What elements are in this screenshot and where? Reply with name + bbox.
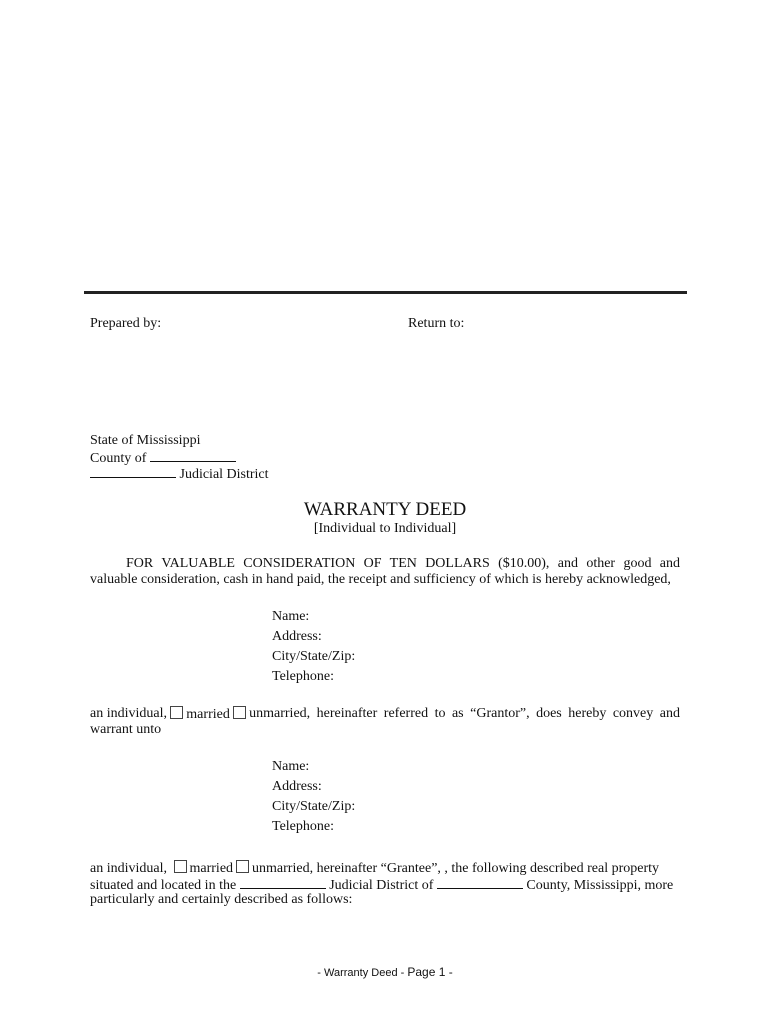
grantor-city-label: City/State/Zip: [272,649,356,664]
district-label: Judicial District [179,467,269,482]
grantee-name-label: Name: [272,759,310,774]
grantee-married-checkbox[interactable] [174,860,187,873]
grantor-status-line [90,706,680,723]
prepared-by-label: Prepared by: [90,316,162,331]
grantee-address-label: Address: [272,779,322,794]
judicial-district-blank[interactable] [240,876,326,889]
grantee-status-text: unmarried, hereinafter “Grantee”, , the following described real property [252,861,660,876]
grantee-individual-label: an individual, [90,861,167,876]
district-line [90,465,269,483]
county-label: County of [90,451,147,466]
grantor-address-label: Address: [272,629,322,644]
consideration-line-2: valuable consideration, cash in hand paid, the receipt and sufficiency of which is hereby acknowledged, [90,572,671,587]
grantee-telephone-label: Telephone: [272,819,334,834]
grantee-status-line-3: particularly and certainly described as follows: [90,892,353,907]
grantor-unmarried-checkbox[interactable] [233,706,246,719]
page-footer [0,964,770,981]
document-subtitle: [Individual to Individual] [313,521,457,536]
grantee-status-line [90,860,659,877]
footer-page-number: Page 1 - [407,965,453,979]
county-name-blank[interactable] [437,876,523,889]
grantor-name-label: Name: [272,609,310,624]
grantor-married-checkbox[interactable] [170,706,183,719]
location-text-3: County, Mississippi, more [526,878,674,893]
grantee-unmarried-checkbox[interactable] [236,860,249,873]
grantor-individual-label: an individual, [90,706,167,721]
district-blank[interactable] [90,465,176,478]
grantor-status-text: unmarried, hereinafter referred to as “Grantor”, does hereby convey and [249,706,680,721]
county-blank[interactable] [150,449,236,462]
header-rule [84,291,687,294]
location-text-2: Judicial District of [329,878,434,893]
grantee-married-label: married [189,861,234,876]
location-text-1: situated and located in the [90,878,237,893]
consideration-line-1: FOR VALUABLE CONSIDERATION OF TEN DOLLARS ($10.00), and other good and [126,556,680,571]
footer-title: - Warranty Deed - [317,967,408,979]
grantor-telephone-label: Telephone: [272,669,334,684]
return-to-label: Return to: [408,316,465,331]
document-title: WARRANTY DEED [303,499,467,520]
state-label: State of Mississippi [90,433,201,448]
grantor-status-line-2: warrant unto [90,722,162,737]
grantor-married-label: married [186,707,230,722]
grantee-city-label: City/State/Zip: [272,799,356,814]
